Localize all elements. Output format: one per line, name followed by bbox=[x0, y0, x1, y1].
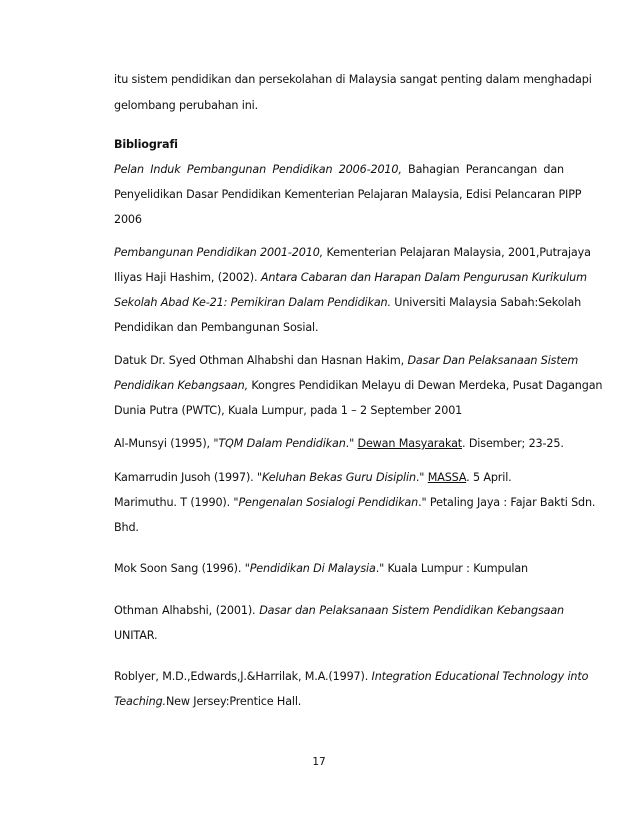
reference-10-author: Roblyer, M.D.,Edwards,J.&Harrilak, M.A.(1997). bbox=[114, 670, 372, 683]
reference-3-line-2 bbox=[114, 295, 582, 311]
reference-8-tail: ." Kuala Lumpur : Kumpulan bbox=[375, 562, 529, 575]
reference-2-title: Pembangunan Pendidikan 2001-2010, bbox=[114, 246, 324, 259]
reference-2-text: Kementerian Pelajaran Malaysia, 2001,Putrajaya bbox=[323, 246, 591, 259]
reference-1-line-1 bbox=[114, 162, 564, 178]
reference-4-line-1 bbox=[114, 353, 579, 369]
reference-2 bbox=[114, 245, 591, 261]
reference-4-line-3: Dunia Putra (PWTC), Kuala Lumpur, pada 1 – 2 September 2001 bbox=[114, 404, 463, 417]
reference-4-author: Datuk Dr. Syed Othman Alhabshi dan Hasnan Hakim, bbox=[114, 354, 408, 367]
reference-5 bbox=[114, 436, 564, 452]
reference-6-sep: ." bbox=[415, 471, 428, 484]
reference-9-line-2: UNITAR. bbox=[114, 629, 158, 642]
reference-8 bbox=[114, 561, 564, 577]
reference-1-line-2: Penyelidikan Dasar Pendidikan Kementerian Pelajaran Malaysia, Edisi Pelancaran PIPP bbox=[114, 188, 582, 201]
intro-line-2: gelombang perubahan ini. bbox=[114, 99, 259, 112]
reference-3-title: Antara Cabaran dan Harapan Dalam Pengurusan Kurikulum bbox=[260, 271, 587, 284]
bibliography-heading: Bibliografi bbox=[114, 138, 178, 151]
reference-4-title-cont: Pendidikan Kebangsaan, bbox=[114, 379, 248, 392]
reference-6-tail: . 5 April. bbox=[466, 471, 512, 484]
page-number: 17 bbox=[312, 756, 326, 768]
reference-5-author: Al-Munsyi (1995), " bbox=[114, 437, 219, 450]
reference-5-tail: . Disember; 23-25. bbox=[462, 437, 564, 450]
reference-6-author: Kamarrudin Jusoh (1997). " bbox=[114, 471, 262, 484]
reference-4-line-2 bbox=[114, 378, 603, 394]
reference-10-title: Integration Educational Technology into bbox=[371, 670, 589, 683]
reference-1-line-3: 2006 bbox=[114, 213, 142, 226]
intro-line-1: itu sistem pendidikan dan persekolahan di Malaysia sangat penting dalam menghadapi bbox=[114, 73, 592, 86]
reference-10-title-cont: Teaching. bbox=[114, 695, 166, 708]
reference-8-author: Mok Soon Sang (1996). " bbox=[114, 562, 250, 575]
reference-3-line-3: Pendidikan dan Pembangunan Sosial. bbox=[114, 321, 319, 334]
reference-9-title: Dasar dan Pelaksanaan Sistem Pendidikan Kebangsaan bbox=[259, 604, 564, 617]
reference-6-link[interactable]: MASSA bbox=[427, 471, 467, 484]
reference-3-publisher: Universiti Malaysia Sabah:Sekolah bbox=[390, 296, 582, 309]
reference-8-title: Pendidikan Di Malaysia bbox=[249, 562, 376, 575]
reference-1-text: Bahagian Perancangan dan bbox=[401, 163, 564, 176]
reference-4-title: Dasar Dan Pelaksanaan Sistem bbox=[407, 354, 579, 367]
reference-7-line-1 bbox=[114, 495, 596, 511]
reference-1-title: Pelan Induk Pembangunan Pendidikan 2006-2010, bbox=[114, 163, 402, 176]
reference-7-line-2: Bhd. bbox=[114, 521, 139, 534]
reference-9-author: Othman Alhabshi, (2001). bbox=[114, 604, 260, 617]
reference-3-title-cont: Sekolah Abad Ke-21: Pemikiran Dalam Pendidikan. bbox=[114, 296, 391, 309]
reference-7-publisher: ." Petaling Jaya : Fajar Bakti Sdn. bbox=[418, 496, 596, 509]
reference-10-line-2 bbox=[114, 694, 564, 710]
reference-5-title: TQM Dalam Pendidikan bbox=[218, 437, 346, 450]
reference-10-publisher: New Jersey:Prentice Hall. bbox=[165, 695, 302, 708]
reference-7-title: Pengenalan Sosialogi Pendidikan bbox=[238, 496, 419, 509]
reference-3-author: Iliyas Haji Hashim, (2002). bbox=[114, 271, 261, 284]
reference-5-link[interactable]: Dewan Masyarakat bbox=[357, 437, 463, 450]
reference-5-sep: ." bbox=[345, 437, 358, 450]
reference-7-author: Marimuthu. T (1990). " bbox=[114, 496, 239, 509]
reference-9-line-1 bbox=[114, 603, 564, 619]
reference-6-title: Keluhan Bekas Guru Disiplin bbox=[261, 471, 416, 484]
reference-6 bbox=[114, 470, 564, 486]
reference-4-text: Kongres Pendidikan Melayu di Dewan Merdeka, Pusat Dagangan bbox=[247, 379, 603, 392]
reference-10-line-1 bbox=[114, 669, 589, 685]
reference-3-line-1 bbox=[114, 270, 587, 286]
